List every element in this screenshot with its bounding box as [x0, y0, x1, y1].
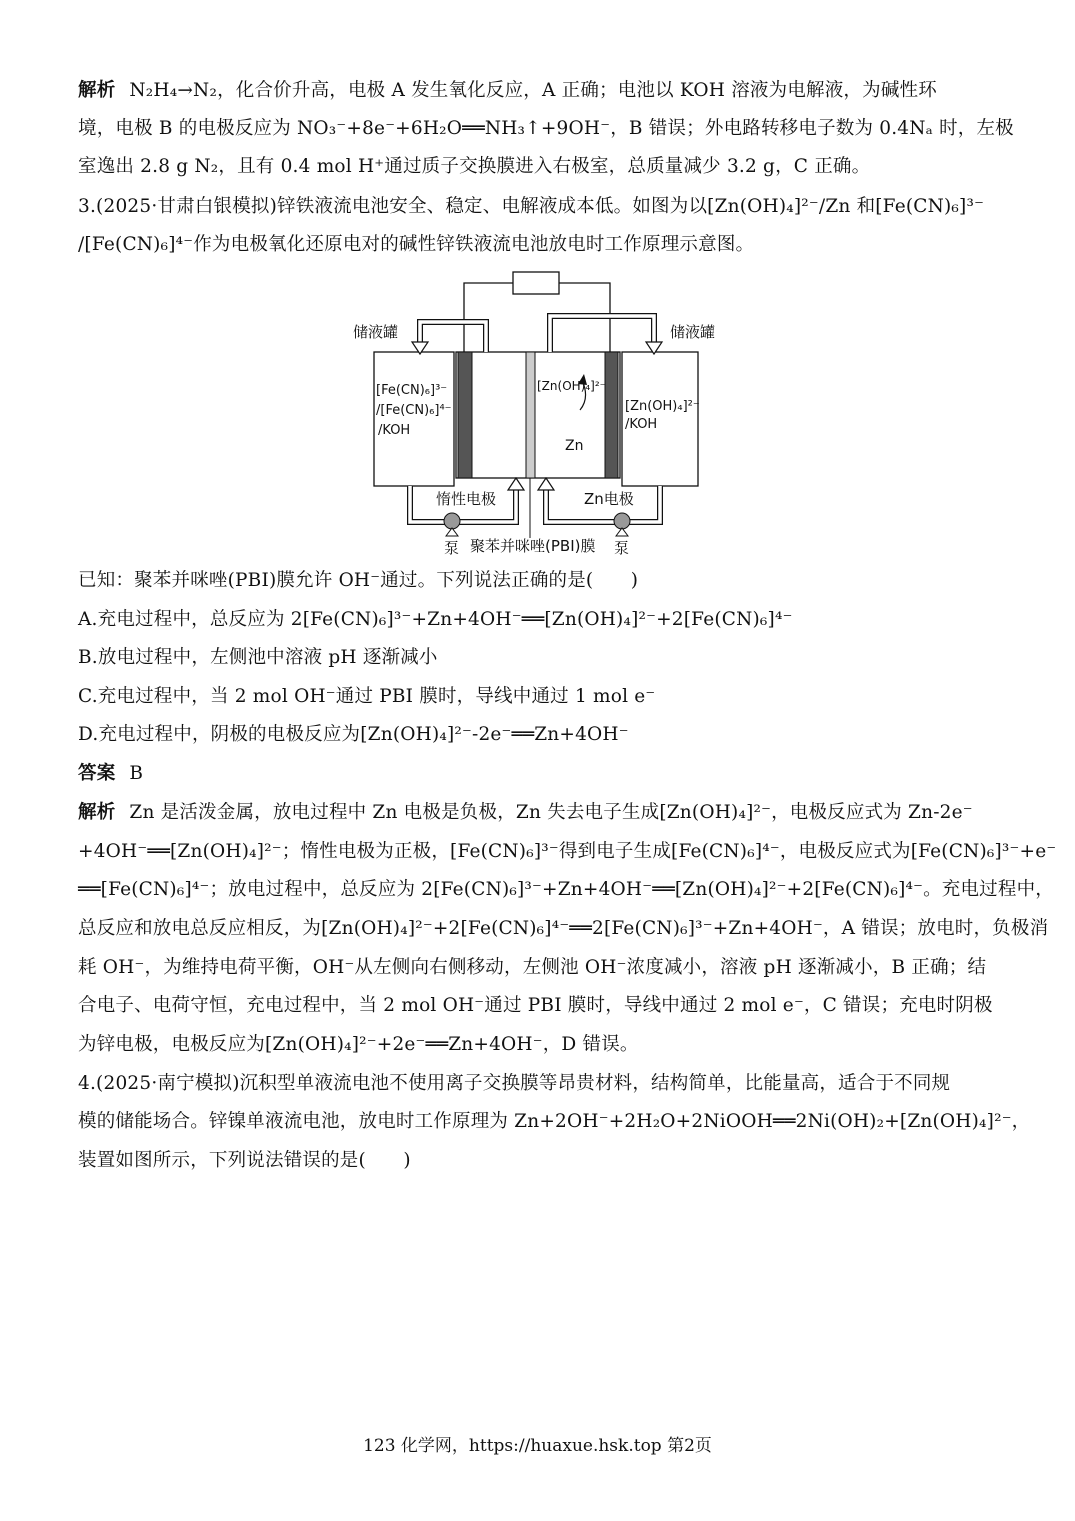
- analysis-line: [78, 993, 993, 1019]
- option-d: [78, 722, 629, 748]
- zn-label: Zn: [565, 438, 584, 454]
- line-text: A.充电过程中，总反应为 2[Fe(CN)₆]³⁻+Zn+4OH⁻══[Zn(OH)₄]²⁻+2[Fe(CN)₆]⁴⁻: [78, 609, 793, 630]
- zn-electrode-label: Zn电极: [584, 490, 634, 508]
- zn-electrode-plate: [605, 352, 618, 478]
- membrane-label: 聚苯并咪唑(PBI)膜: [470, 537, 596, 555]
- option-a: [78, 607, 793, 633]
- arrow-up-icon: [538, 478, 554, 490]
- line-text: +4OH⁻══[Zn(OH)₄]²⁻；惰性电极为正极，[Fe(CN)₆]³⁻得到电子生成[Fe(CN)₆]⁴⁻，电极反应式为[Fe(CN)₆]³⁻+e⁻: [78, 841, 1057, 862]
- line-text: 合电子、电荷守恒，充电过程中，当 2 mol OH⁻通过 PBI 膜时，导线中通过 2 mol e⁻，C 错误；充电时阴极: [78, 995, 993, 1016]
- right-solution-2: /KOH: [625, 417, 658, 432]
- pump-left-label: 泵: [444, 539, 460, 557]
- left-tank: [374, 352, 454, 486]
- question-4-line: [78, 1109, 1030, 1135]
- line-text: ══[Fe(CN)₆]⁴⁻；放电过程中，总反应为 2[Fe(CN)₆]³⁻+Zn+4OH⁻══[Zn(OH)₄]²⁻+2[Fe(CN)₆]⁴⁻。充电过程中，: [78, 879, 1054, 900]
- left-solution-3: /KOH: [378, 423, 411, 438]
- line-text: 总反应和放电总反应相反，为[Zn(OH)₄]²⁻+2[Fe(CN)₆]⁴⁻══2[Fe(CN)₆]³⁻+Zn+4OH⁻，A 错误；放电时，负极消: [78, 918, 1049, 939]
- line-text: 为锌电极，电极反应为[Zn(OH)₄]²⁻+2e⁻══Zn+4OH⁻，D 错误。: [78, 1034, 639, 1055]
- left-solution-1: [Fe(CN)₆]³⁻: [376, 383, 448, 398]
- text-line: [78, 116, 1014, 142]
- left-solution-2: /[Fe(CN)₆]⁴⁻: [376, 403, 452, 418]
- answer-line: [78, 761, 143, 787]
- line-text: 室逸出 2.8 g N₂，且有 0.4 mol H⁺通过质子交换膜进入右极室，总质量减少 3.2 g，C 正确。: [78, 156, 871, 177]
- question-4-line: [78, 1071, 950, 1097]
- question-stem: [78, 568, 638, 594]
- analysis-label: 解析: [78, 802, 116, 823]
- answer-value: B: [129, 763, 144, 784]
- pump-right-label: 泵: [614, 539, 630, 557]
- middle-species: [Zn(OH)₄]²⁻: [537, 379, 606, 393]
- line-text: B.放电过程中，左侧池中溶液 pH 逐渐减小: [78, 647, 438, 668]
- external-load: [513, 272, 559, 294]
- line-text: 4.(2025·南宁模拟)沉积型单液流电池不使用离子交换膜等昂贵材料，结构简单，比能量高，适合于不同规: [78, 1073, 951, 1094]
- analysis-line: [78, 1032, 639, 1058]
- flow-battery-diagram: [340, 270, 740, 560]
- option-c: [78, 684, 655, 710]
- question-3-line: [78, 232, 754, 258]
- answer-label: 答案: [78, 763, 116, 784]
- line-text: Zn 是活泼金属，放电过程中 Zn 电极是负极，Zn 失去电子生成[Zn(OH)₄]²⁻，电极反应式为 Zn-2e⁻: [129, 802, 973, 823]
- analysis-line: [78, 955, 986, 981]
- line-text: 境，电极 B 的电极反应为 NO₃⁻+8e⁻+6H₂O══NH₃↑+9OH⁻，B 错误；外电路转移电子数为 0.4Nₐ 时，左极: [78, 118, 1014, 139]
- analysis-label: 解析: [78, 80, 116, 101]
- line-text: /[Fe(CN)₆]⁴⁻作为电极氧化还原电对的碱性锌铁液流电池放电时工作原理示意图。: [78, 234, 755, 255]
- analysis-line: [78, 877, 1054, 903]
- right-solution-1: [Zn(OH)₄]²⁻: [625, 399, 700, 414]
- question-3-line: [78, 194, 984, 220]
- option-b: [78, 645, 438, 671]
- line-text: 耗 OH⁻，为维持电荷平衡，OH⁻从左侧向右侧移动，左侧池 OH⁻浓度减小，溶液 pH 逐渐减小，B 正确；结: [78, 957, 987, 978]
- text-line: [78, 154, 870, 180]
- cell-body: [456, 352, 620, 478]
- text-line: [78, 78, 937, 104]
- analysis-line: [78, 916, 1048, 942]
- line-text: 装置如图所示，下列说法错误的是( ): [78, 1150, 411, 1171]
- arrow-up-icon: [508, 478, 524, 490]
- inert-electrode-label: 惰性电极: [436, 490, 497, 508]
- line-text: C.充电过程中，当 2 mol OH⁻通过 PBI 膜时，导线中通过 1 mol e⁻: [78, 686, 656, 707]
- tank-left-label: 储液罐: [353, 323, 399, 341]
- pump-right-icon: [614, 513, 630, 529]
- page-footer: 123 化学网，https://huaxue.hsk.top 第2页: [363, 1436, 712, 1456]
- line-text: 模的储能场合。锌镍单液流电池，放电时工作原理为 Zn+2OH⁻+2H₂O+2NiOOH══2Ni(OH)₂+[Zn(OH)₄]²⁻，: [78, 1111, 1031, 1132]
- line-text: 已知：聚苯并咪唑(PBI)膜允许 OH⁻通过。下列说法正确的是( ): [78, 570, 639, 591]
- analysis-line: [78, 839, 1056, 865]
- line-text: 3.(2025·甘肃白银模拟)锌铁液流电池安全、稳定、电解液成本低。如图为以[Zn(OH)₄]²⁻/Zn 和[Fe(CN)₆]³⁻: [78, 196, 985, 217]
- question-4-line: [78, 1148, 411, 1174]
- pump-left-icon: [444, 513, 460, 529]
- inert-electrode-plate: [458, 352, 472, 478]
- tank-right-label: 储液罐: [670, 323, 716, 341]
- pbi-membrane: [526, 352, 535, 478]
- line-text: D.充电过程中，阴极的电极反应为[Zn(OH)₄]²⁻-2e⁻══Zn+4OH⁻: [78, 724, 629, 745]
- analysis-line: [78, 800, 973, 826]
- line-text: N₂H₄→N₂，化合价升高，电极 A 发生氧化反应，A 正确；电池以 KOH 溶液为电解液，为碱性环: [129, 80, 937, 101]
